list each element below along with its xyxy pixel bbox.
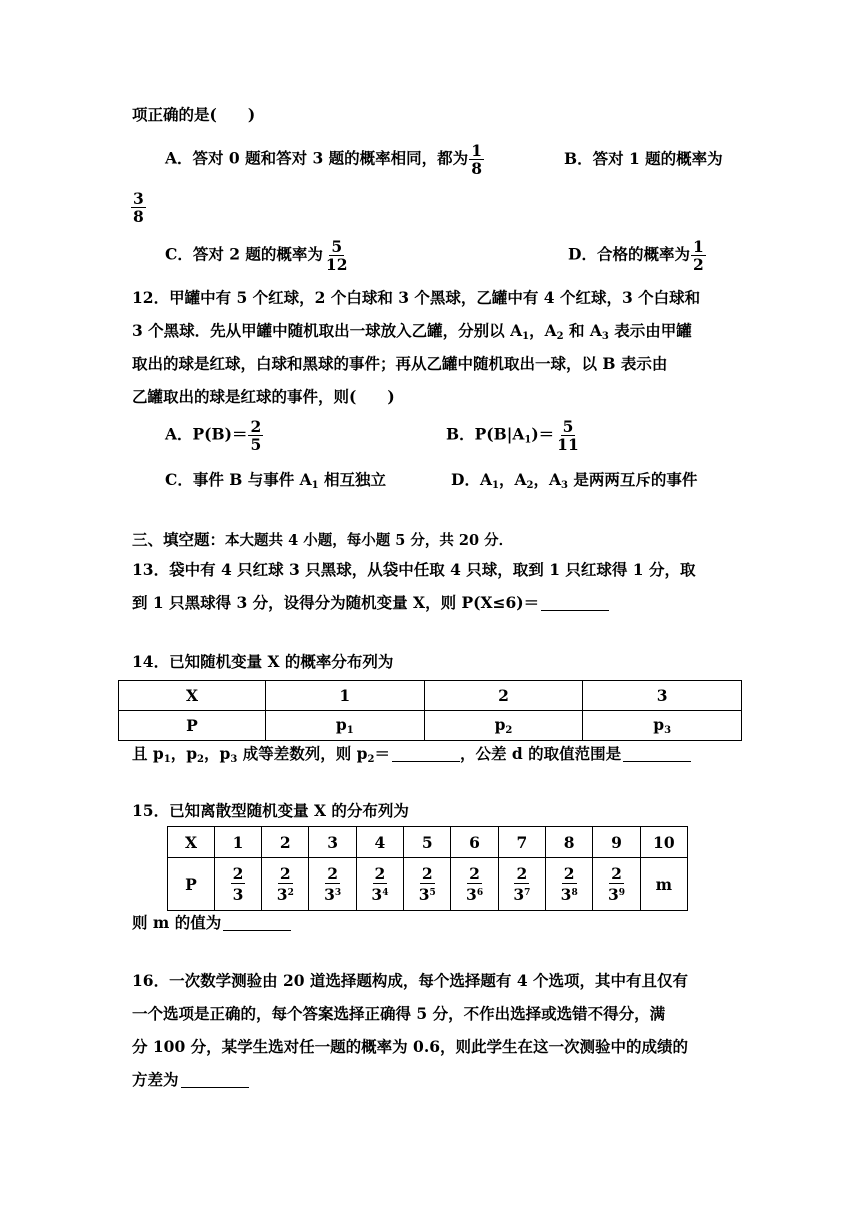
table-cell: $\frac{2}{3^8}$ <box>546 858 593 911</box>
table-cell: 2 <box>424 681 583 711</box>
table-cell: m <box>640 858 687 911</box>
q12-line-4: 乙罐取出的球是红球的事件，则( ) <box>132 387 395 406</box>
q16-line-3: 分 100 分，某学生选对任一题的概率为 0.6，则此学生在这一次测验中的成绩的 <box>132 1037 689 1056</box>
table-cell: X <box>168 827 215 858</box>
q11-option-c: C．答对 2 题的概率为 $\frac{5}{12}$ <box>165 237 348 274</box>
table-row <box>168 858 688 911</box>
table-cell: 1 <box>215 827 262 858</box>
q16-line-2: 一个选项是正确的，每个答案选择正确得 5 分，不作出选择或选错不得分，满 <box>132 1004 666 1023</box>
table-cell: 10 <box>640 827 687 858</box>
table-cell: P <box>119 711 266 741</box>
q13-line-1: 13．袋中有 4 只红球 3 只黑球，从袋中任取 4 只球，取到 1 只红球得 1 分，取 <box>132 560 696 579</box>
q11-option-b-fraction: $\frac{3}{8}$ <box>133 189 144 226</box>
q12-option-d: D．$A_1$，$A_2$，$A_3$ 是两两互斥的事件 <box>451 470 698 491</box>
table-cell: $\frac{2}{3^5}$ <box>404 858 451 911</box>
q14-distribution-table <box>118 680 742 741</box>
q15-distribution-table <box>167 826 688 911</box>
table-cell: 6 <box>451 827 498 858</box>
table-cell: $\frac{2}{3^3}$ <box>309 858 356 911</box>
q12-line-2: 3 个黑球．先从甲罐中随机取出一球放入乙罐，分别以 $A_1$，$A_2$ 和 $A_3$ 表示由甲罐 <box>132 321 692 342</box>
q16-line-4: 方差为 <box>132 1069 249 1091</box>
answer-blank <box>181 1071 249 1088</box>
table-cell: $\frac{2}{3^4}$ <box>356 858 403 911</box>
q15-after-table: 则 m 的值为 <box>132 912 291 934</box>
table-cell: $\frac{2}{3}$ <box>215 858 262 911</box>
table-cell: $\frac{2}{3^2}$ <box>262 858 309 911</box>
table-cell: $\frac{2}{3^6}$ <box>451 858 498 911</box>
q12-option-a: A．P(B)＝ $\frac{2}{5}$ <box>165 417 262 454</box>
table-cell: $p_2$ <box>424 711 583 741</box>
fraction: $\frac{1}{8}$ <box>471 141 482 178</box>
answer-blank <box>541 594 609 611</box>
table-cell: $\frac{2}{3^9}$ <box>593 858 640 911</box>
table-row <box>168 827 688 858</box>
q14-line-1: 14．已知随机变量 X 的概率分布列为 <box>132 652 394 671</box>
q11-option-d: D．合格的概率为 $\frac{1}{2}$ <box>568 237 704 274</box>
table-cell: 7 <box>498 827 545 858</box>
table-cell: 2 <box>262 827 309 858</box>
table-cell: 1 <box>266 681 425 711</box>
table-cell: $\frac{2}{3^7}$ <box>498 858 545 911</box>
table-cell: 3 <box>583 681 742 711</box>
table-cell: P <box>168 858 215 911</box>
q11-option-a: A．答对 0 题和答对 3 题的概率相同，都为 $\frac{1}{8}$ <box>165 141 482 178</box>
table-cell: 9 <box>593 827 640 858</box>
answer-blank <box>392 745 460 762</box>
table-row <box>119 711 742 741</box>
q16-line-1: 16．一次数学测验由 20 道选择题构成，每个选择题有 4 个选项，其中有且仅有 <box>132 971 689 990</box>
table-row <box>119 681 742 711</box>
q14-after-table: 且 $p_1$，$p_2$，$p_3$ 成等差数列，则 $p_2=$ ，公差 d 的取值范围是 <box>132 743 691 771</box>
q11-tail: 项正确的是( ) <box>132 105 256 124</box>
q12-option-b: B．$P(B|A_1)=$ $\frac{5}{11}$ <box>446 417 579 454</box>
table-cell: 3 <box>309 827 356 858</box>
table-cell: 8 <box>546 827 593 858</box>
q12-line-3: 取出的球是红球，白球和黑球的事件；再从乙罐中随机取出一球，以 B 表示由 <box>132 354 668 373</box>
table-cell: X <box>119 681 266 711</box>
answer-blank <box>223 914 291 931</box>
table-cell: 4 <box>356 827 403 858</box>
table-cell: $p_1$ <box>266 711 425 741</box>
q13-line-2: 到 1 只黑球得 3 分，设得分为随机变量 X，则 P(X≤6)＝ <box>132 592 609 614</box>
q11-option-b: B．答对 1 题的概率为 <box>564 149 723 168</box>
q12-option-c: C．事件 B 与事件 $A_1$ 相互独立 <box>165 470 387 491</box>
table-cell: $p_3$ <box>583 711 742 741</box>
q15-line-1: 15．已知离散型随机变量 X 的分布列为 <box>132 801 409 820</box>
answer-blank <box>623 745 691 762</box>
table-cell: 5 <box>404 827 451 858</box>
q12-line-1: 12．甲罐中有 5 个红球，2 个白球和 3 个黑球，乙罐中有 4 个红球，3 个白球和 <box>132 288 701 307</box>
section-heading: 三、填空题：本大题共 4 小题，每小题 5 分，共 20 分． <box>132 530 514 549</box>
